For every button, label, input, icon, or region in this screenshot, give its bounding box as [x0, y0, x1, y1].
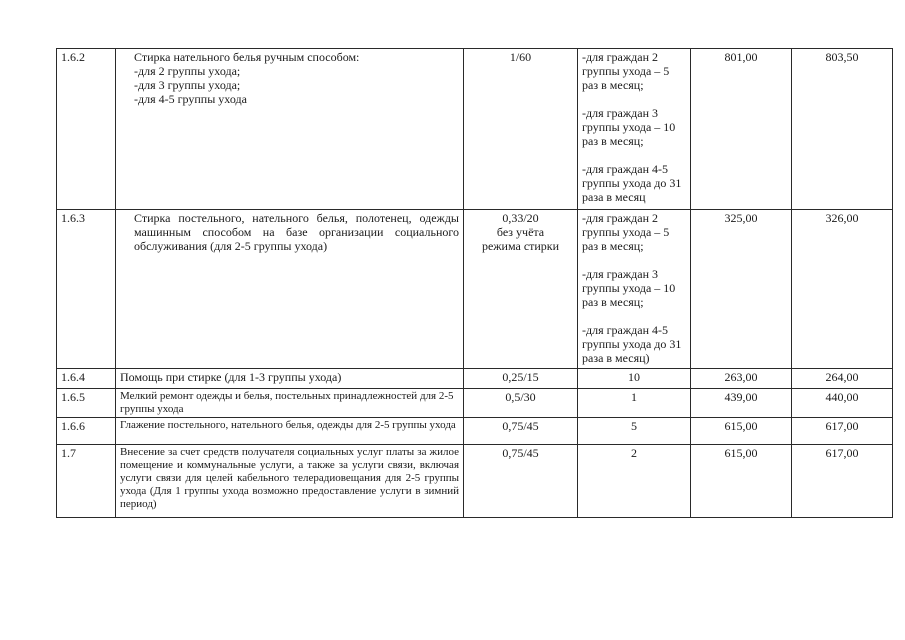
service-description: Глажение постельного, нательного белья, одежды для 2-5 группы ухода [116, 418, 464, 445]
price-new: 326,00 [792, 210, 893, 369]
service-description: Помощь при стирке (для 1-3 группы ухода) [116, 369, 464, 389]
table-row [57, 369, 893, 389]
frequency-item: -для граждан 2 группы ухода – 5 раз в месяц; [582, 211, 670, 253]
price-current: 263,00 [691, 369, 792, 389]
price-current: 615,00 [691, 418, 792, 445]
price-current: 801,00 [691, 49, 792, 210]
price-new: 617,00 [792, 445, 893, 518]
service-frequency: 5 [578, 418, 691, 445]
table-row [57, 49, 893, 210]
description-line: -для 2 группы ухода; [134, 64, 241, 78]
row-number: 1.6.3 [57, 210, 116, 369]
frequency-item: -для граждан 4-5 группы ухода до 31 раза в месяц [582, 162, 682, 204]
row-number: 1.6.5 [57, 389, 116, 418]
frequency-item: -для граждан 4-5 группы ухода до 31 раза в месяц) [582, 323, 682, 365]
price-current: 615,00 [691, 445, 792, 518]
time-norm: 1/60 [464, 49, 578, 210]
price-new: 617,00 [792, 418, 893, 445]
table-row [57, 210, 893, 369]
description-line: -для 4-5 группы ухода [134, 92, 247, 106]
price-current: 325,00 [691, 210, 792, 369]
service-frequency: 2 [578, 445, 691, 518]
table-row [57, 445, 893, 518]
price-new: 803,50 [792, 49, 893, 210]
time-norm [464, 210, 578, 369]
frequency-item: -для граждан 3 группы ухода – 10 раз в месяц; [582, 267, 676, 309]
time-norm: 0,75/45 [464, 445, 578, 518]
price-new: 264,00 [792, 369, 893, 389]
frequency-item: -для граждан 2 группы ухода – 5 раз в месяц; [582, 50, 670, 92]
services-tariff-table [56, 48, 893, 518]
frequency-item: -для граждан 3 группы ухода – 10 раз в месяц; [582, 106, 676, 148]
service-frequency [578, 49, 691, 210]
time-norm: 0,5/30 [464, 389, 578, 418]
norm-line: режима стирки [481, 239, 560, 253]
service-description: Внесение за счет средств получателя социальных услуг платы за жилое помещение и коммунальные услуги, а также за услуги связи, включая услуги связи для целей кабельного телерадиовещания для 2-5 группы ухода (Для 1 группы ухода возможно предоставление услуги в зимний период) [116, 445, 464, 518]
norm-line: 0,33/20 [502, 211, 539, 225]
row-number: 1.7 [57, 445, 116, 518]
norm-line: без учёта [496, 225, 545, 239]
table-row [57, 389, 893, 418]
service-frequency: 1 [578, 389, 691, 418]
service-description: Стирка постельного, нательного белья, полотенец, одежды машинным способом на базе организации социального обслуживания (для 2-5 группы ухода) [116, 210, 464, 369]
time-norm: 0,75/45 [464, 418, 578, 445]
price-new: 440,00 [792, 389, 893, 418]
service-description [116, 49, 464, 210]
row-number: 1.6.4 [57, 369, 116, 389]
table-row [57, 418, 893, 445]
row-number: 1.6.6 [57, 418, 116, 445]
price-current: 439,00 [691, 389, 792, 418]
row-number: 1.6.2 [57, 49, 116, 210]
service-frequency: 10 [578, 369, 691, 389]
time-norm: 0,25/15 [464, 369, 578, 389]
description-line: -для 3 группы ухода; [134, 78, 241, 92]
service-frequency [578, 210, 691, 369]
description-heading: Стирка нательного белья ручным способом: [134, 50, 360, 64]
service-description: Мелкий ремонт одежды и белья, постельных принадлежностей для 2-5 группы ухода [116, 389, 464, 418]
